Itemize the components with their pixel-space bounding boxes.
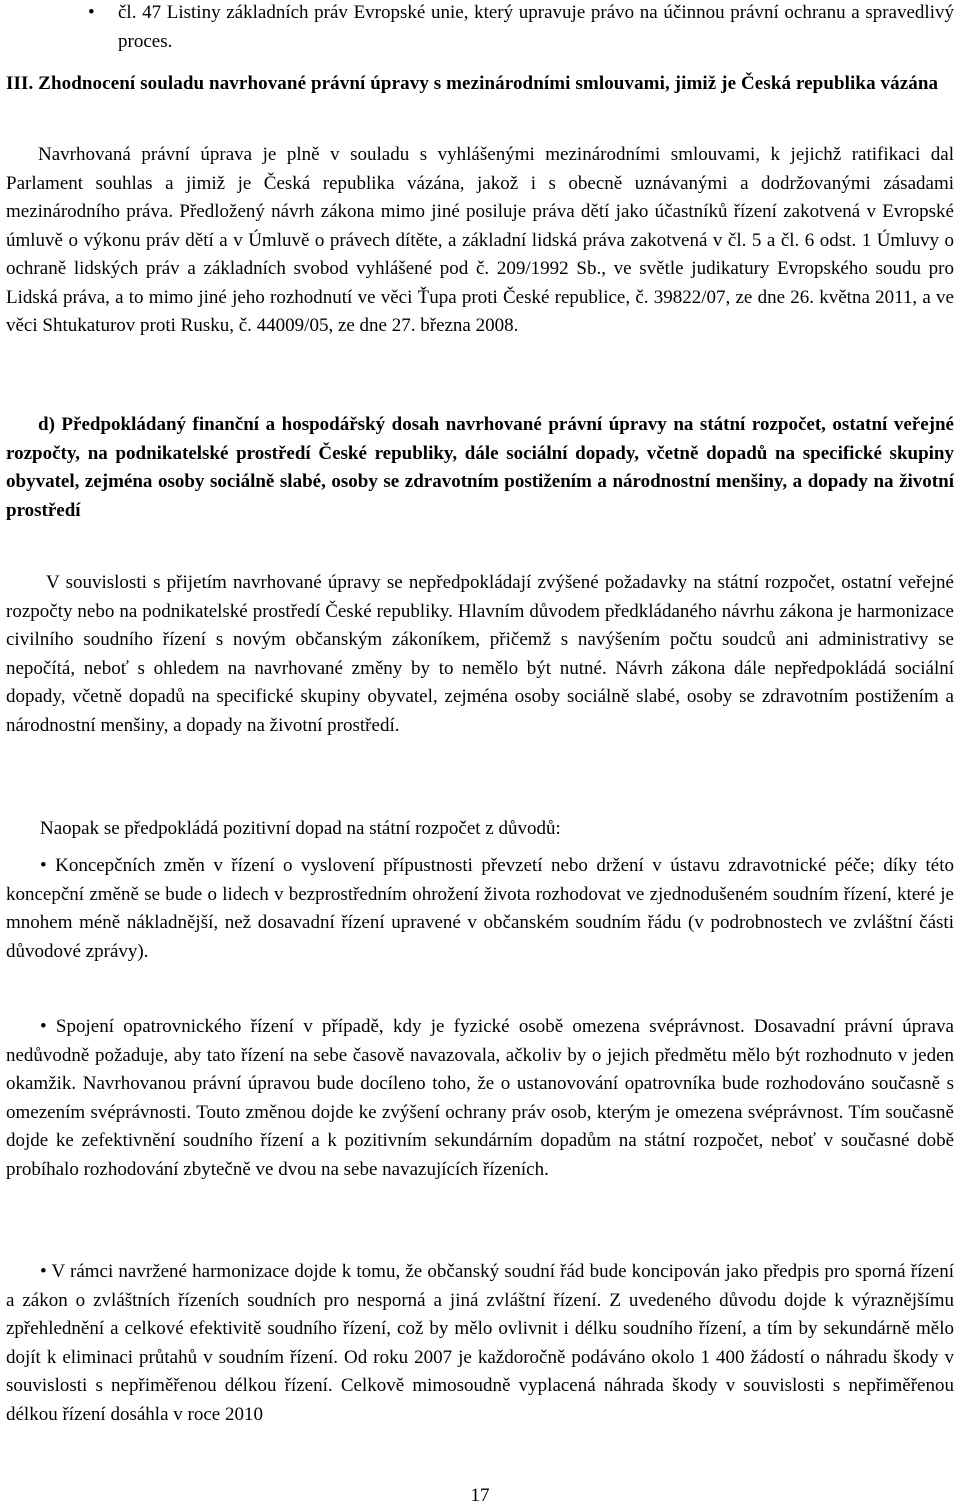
bullet-icon: •	[88, 2, 95, 23]
list-item-text: V rámci navržené harmonizace dojde k tomu, že občanský soudní řád bude koncipován jako předpis pro sporná řízení a zákon o zvláštních řízeních soudních pro nesporná a jiná zvláštní řízení. Z uvedeného důvodu dojde k výraznějšímu zpřehlednění a celkové efektivitě soudního řízení, což by mělo ovlivnit i délku soudního řízení, a tím by sekundárně mělo dojít k eliminaci průtahů v soudním řízení. Od roku 2007 je každoročně podáváno okolo 1 400 žádostí o náhradu škody v souvislosti s nepřiměřenou délkou řízení. Celkově mimosoudně vyplacená náhrada škody v souvislosti s nepřiměřenou délkou řízení dosáhla v roce 2010	[6, 1261, 954, 1425]
list-item	[6, 1013, 954, 1184]
paragraph: Navrhovaná právní úprava je plně v souladu s vyhlášenými mezinárodními smlouvami, k jejichž ratifikaci dal Parlament souhlas a jimiž je Česká republika vázána, jakož i s obecně uznávanými a dodržovanými zásadami mezinárodního práva. Předložený návrh zákona mimo jiné posiluje práva dětí jako účastníků řízení zakotvená v Evropské úmluvě o výkonu práv dětí a v Úmluvě o právech dítěte, a základní lidská práva zakotvená v čl. 5 a čl. 6 odst. 1 Úmluvy o ochraně lidských práv a základních svobod vyhlášené pod č. 209/1992 Sb., ve světle judikatury Evropského soudu pro Lidská práva, a to mimo jiné jeho rozhodnutí ve věci Ťupa proti České republice, č. 39822/07, ze dne 26. května 2011, a ve věci Shtukaturov proti Rusku, č. 44009/05, ze dne 27. března 2008.	[6, 144, 954, 336]
subsection-heading: d) Předpokládaný finanční a hospodářský dosah navrhované právní úpravy na státní rozpočet, ostatní veřejné rozpočty, na podnikatelské prostředí České republiky, dále sociální dopady, včetně dopadů na specifické skupiny obyvatel, zejména osoby sociálně slabé, osoby se zdravotním postižením a národnostní menšiny, a dopady na životní prostředí	[6, 414, 954, 521]
list-item-text: Koncepčních změn v řízení o vyslovení přípustnosti převzetí nebo držení v ústavu zdravotnické péče; díky této koncepční změně se bude o lidech v bezprostředním ohrožení života rozhodovat ve zjednodušeném soudním řízení, které je mnohem méně nákladnější, než dosavadní řízení upravené v občanském soudním řádu (v podrobnostech ve zvláštní části důvodové zprávy).	[6, 855, 955, 962]
bullet-icon: •	[40, 855, 47, 876]
list-item-text: čl. 47 Listiny základních práv Evropské unie, který upravuje právo na účinnou právní ochranu a spravedlivý proces.	[118, 2, 954, 52]
bullet-icon: •	[40, 1261, 47, 1282]
list-item	[6, 852, 954, 966]
bullet-icon: •	[40, 1016, 47, 1037]
paragraph-intro: Naopak se předpokládá pozitivní dopad na státní rozpočet z důvodů:	[40, 818, 561, 839]
list-item	[6, 1258, 954, 1429]
page-number: 17	[470, 1485, 490, 1506]
list-item-text: Spojení opatrovnického řízení v případě, kdy je fyzické osobě omezena svéprávnost. Dosavadní právní úprava nedůvodně požaduje, aby tato řízení na sebe časově navazovala, ačkoliv by o jejich předmětu mělo být rozhodnuto v jeden okamžik. Navrhovanou právní úpravou bude docíleno toho, že o ustanovování opatrovníka bude rozhodováno současně s omezením svéprávnosti. Touto změnou dojde ke zvýšení ochrany práv osob, kterým je omezena svéprávnost. Tím současně dojde ke zefektivnění soudního řízení a k pozitivním sekundárním dopadům na státní rozpočet, neboť v současné době probíhalo rozhodování zbytečně ve dvou na sebe navazujících řízeních.	[6, 1016, 954, 1180]
paragraph: V souvislosti s přijetím navrhované úpravy se nepředpokládají zvýšené požadavky na státní rozpočet, ostatní veřejné rozpočty nebo na podnikatelské prostředí České republiky. Hlavním důvodem předkládaného návrhu zákona je harmonizace civilního soudního řízení s novým občanským zákoníkem, přičemž s navýšením počtu soudců ani administrativy se nepočítá, neboť s ohledem na navrhované změny by to nemělo být nutné. Návrh zákona dále nepředpokládá sociální dopady, včetně dopadů na specifické skupiny obyvatel, zejména osoby sociálně slabé, osoby se zdravotním postižením a národnostní menšiny, a dopady na životní prostředí.	[6, 572, 954, 736]
list-item	[88, 0, 954, 56]
section-heading: III. Zhodnocení souladu navrhované právní úpravy s mezinárodními smlouvami, jimiž je Česká republika vázána	[6, 73, 939, 94]
